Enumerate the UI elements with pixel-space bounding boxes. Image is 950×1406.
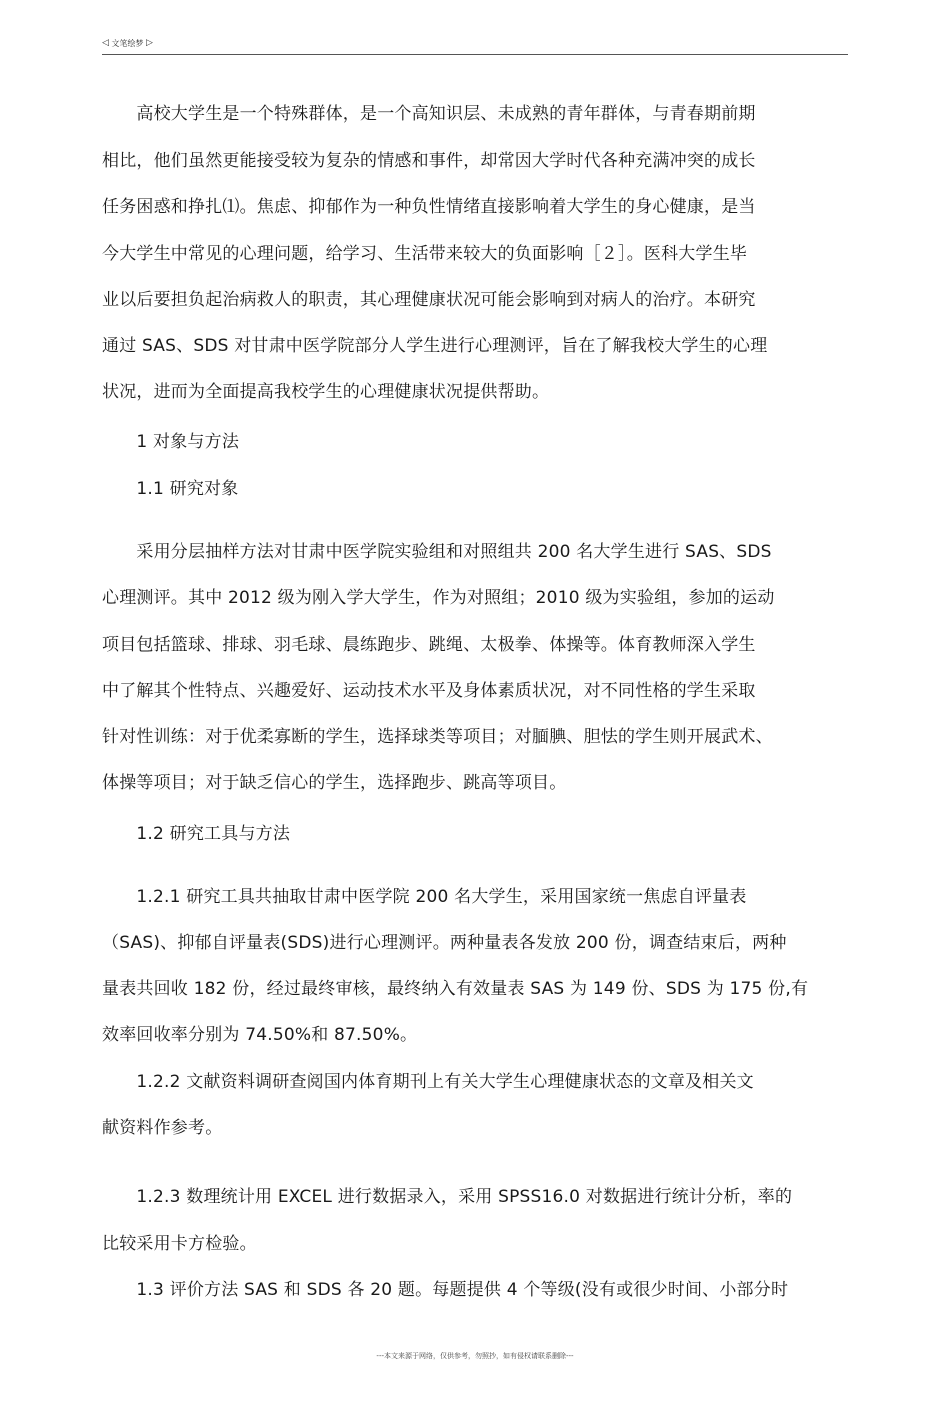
body-line: 相比，他们虽然更能接受较为复杂的情感和事件，却常因大学时代各种充满冲突的成长 bbox=[102, 151, 756, 171]
body-line: 通过 SAS、SDS 对甘肃中医学院部分人学生进行心理测评，旨在了解我校大学生的心理 bbox=[102, 336, 768, 356]
right-triangle-icon: ▷ bbox=[146, 38, 153, 48]
page-header bbox=[102, 38, 848, 55]
body-line: 1.2.2 文献资料调研查阅国内体育期刊上有关大学生心理健康状态的文章及相关文 bbox=[102, 1072, 754, 1092]
section-heading: 1.2 研究工具与方法 bbox=[102, 824, 291, 844]
body-line: （SAS)、抑郁自评量表(SDS)进行心理测评。两种量表各发放 200 份，调查结束后，两种 bbox=[102, 933, 787, 953]
body-line: 量表共回收 182 份，经过最终审核，最终纳入有效量表 SAS 为 149 份、SDS 为 175 份,有 bbox=[102, 979, 809, 999]
body-line: 任务困惑和挣扎⑴。焦虑、抑郁作为一种负性情绪直接影响着大学生的身心健康，是当 bbox=[102, 197, 756, 217]
page-footer: ---本文来源于网络，仅供参考，勿照抄，如有侵权请联系删除--- bbox=[376, 1352, 574, 1360]
body-line: 针对性训练：对于优柔寡断的学生，选择球类等项目；对腼腆、胆怯的学生则开展武术、 bbox=[102, 727, 773, 747]
body-line: 1.3 评价方法 SAS 和 SDS 各 20 题。每题提供 4 个等级(没有或很少时间、小部分时 bbox=[102, 1280, 789, 1300]
body-line: 项目包括篮球、排球、羽毛球、晨练跑步、跳绳、太极拳、体操等。体育教师深入学生 bbox=[102, 635, 756, 655]
body-line: 高校大学生是一个特殊群体，是一个高知识层、未成熟的青年群体，与青春期前期 bbox=[102, 104, 756, 124]
left-triangle-icon: ◁ bbox=[102, 38, 109, 48]
section-heading: 1 对象与方法 bbox=[102, 432, 240, 452]
body-line: 体操等项目；对于缺乏信心的学生，选择跑步、跳高等项目。 bbox=[102, 773, 567, 793]
body-line: 效率回收率分别为 74.50%和 87.50%。 bbox=[102, 1025, 418, 1045]
body-line: 中了解其个性特点、兴趣爱好、运动技术水平及身体素质状况，对不同性格的学生采取 bbox=[102, 681, 756, 701]
body-line: 状况，进而为全面提高我校学生的心理健康状况提供帮助。 bbox=[102, 382, 550, 402]
body-line: 1.2.1 研究工具共抽取甘肃中医学院 200 名大学生，采用国家统一焦虑自评量表 bbox=[102, 887, 747, 907]
body-line: 比较采用卡方检验。 bbox=[102, 1234, 257, 1254]
body-line: 心理测评。其中 2012 级为刚入学大学生，作为对照组；2010 级为实验组，参加的运动 bbox=[102, 588, 775, 608]
body-line: 献资料作参考。 bbox=[102, 1118, 223, 1138]
body-line: 1.2.3 数理统计用 EXCEL 进行数据录入，采用 SPSS16.0 对数据进行统计分析，率的 bbox=[102, 1187, 793, 1207]
body-line: 今大学生中常见的心理问题，给学习、生活带来较大的负面影响［２］。医科大学生毕 bbox=[102, 244, 748, 264]
body-line: 业以后要担负起治病救人的职责，其心理健康状况可能会影响到对病人的治疗。本研究 bbox=[102, 290, 756, 310]
body-line: 采用分层抽样方法对甘肃中医学院实验组和对照组共 200 名大学生进行 SAS、SDS bbox=[102, 542, 772, 562]
section-heading: 1.1 研究对象 bbox=[102, 479, 239, 499]
header-title: 文笔绘梦 bbox=[111, 39, 144, 48]
